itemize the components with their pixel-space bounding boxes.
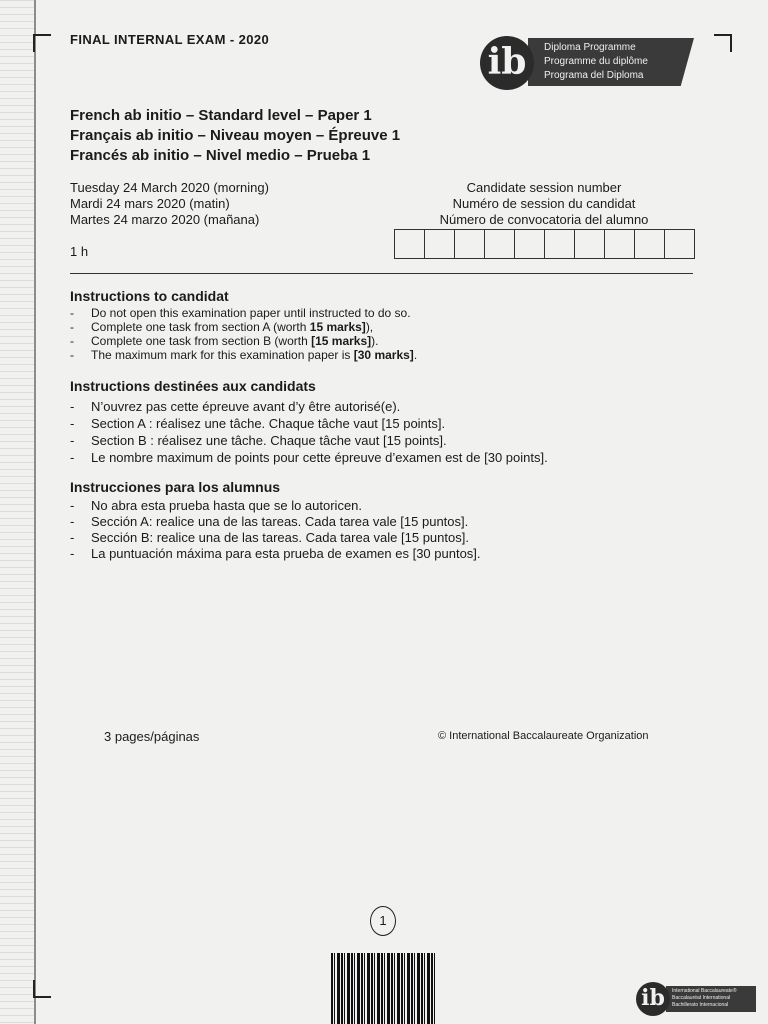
instruction-item: - Section B : réalisez une tâche. Chaque tâche vaut [15 points].: [70, 432, 548, 449]
left-margin-strip: [0, 0, 34, 1024]
instructions-english: [70, 289, 417, 362]
logo-line: Diploma Programme: [544, 42, 636, 53]
instruction-list: [70, 498, 481, 562]
instruction-text: Complete one task from section A (worth: [91, 320, 310, 334]
title-spanish: Francés ab initio – Nivel medio – Prueba 1: [70, 147, 371, 164]
logo-text: [544, 41, 648, 83]
ib-logo-mark: ib: [487, 41, 527, 83]
instruction-item: - Le nombre maximum de points pour cette épreuve d’examen est de [30 points].: [70, 449, 548, 466]
session-digit-box[interactable]: [545, 230, 575, 258]
footer-logo-mark: ib: [641, 985, 665, 1011]
page-count: 3 pages/páginas: [104, 729, 200, 744]
instruction-item: - N’ouvrez pas cette épreuve avant d’y être autorisé(e).: [70, 398, 548, 415]
instruction-text: .: [413, 348, 418, 362]
exam-dates: [70, 180, 269, 228]
title-french: Français ab initio – Niveau moyen – Épreuve 1: [70, 127, 401, 144]
instruction-list: [70, 306, 417, 362]
instruction-text: ).: [371, 334, 379, 348]
session-digit-box[interactable]: [605, 230, 635, 258]
corner-mark-bottom-left: [33, 980, 51, 998]
instruction-list: [70, 398, 548, 466]
session-digit-box[interactable]: [575, 230, 605, 258]
corner-mark-top-right: [714, 34, 732, 52]
instruction-emphasis: 15 marks]: [309, 320, 366, 334]
title-english: French ab initio – Standard level – Paper 1: [70, 107, 372, 124]
instruction-emphasis: [30 marks]: [353, 348, 414, 362]
instructions-spanish: [70, 479, 481, 562]
session-digit-box[interactable]: [485, 230, 515, 258]
instruction-item: - Sección A: realice una de las tareas. Cada tarea vale [15 puntos].: [70, 514, 481, 530]
instructions-heading: Instrucciones para los alumnus: [70, 479, 281, 495]
exam-label: FINAL INTERNAL EXAM - 2020: [70, 32, 270, 47]
instruction-text: ),: [365, 320, 374, 334]
footer-logo-text: [672, 988, 737, 1009]
instruction-item: [70, 334, 417, 348]
instruction-item: [70, 348, 417, 362]
instruction-item: - Sección B: realice una de las tareas. Cada tarea vale [15 puntos].: [70, 530, 481, 546]
session-digit-box[interactable]: [635, 230, 665, 258]
instruction-item: [70, 306, 417, 320]
date-french: Mardi 24 mars 2020 (matin): [70, 196, 230, 211]
logo-line: Programme du diplôme: [544, 56, 648, 67]
session-label-french: Numéro de session du candidat: [452, 196, 636, 211]
ib-diploma-logo: [474, 36, 696, 90]
session-digit-box[interactable]: [395, 230, 425, 258]
instruction-item: - La puntuación máxima para esta prueba de examen es [30 puntos].: [70, 546, 481, 562]
date-english: Tuesday 24 March 2020 (morning): [70, 180, 269, 195]
session-digit-box[interactable]: [665, 230, 694, 258]
corner-mark-top-left: [33, 34, 51, 52]
session-number-labels: [394, 180, 694, 228]
footer-logo-line: Bachillerato Internacional: [672, 1002, 729, 1008]
ib-footer-logo: [636, 982, 756, 1018]
session-digit-box[interactable]: [455, 230, 485, 258]
instruction-text: Complete one task from section B (worth: [91, 334, 312, 348]
instructions-french: [70, 378, 548, 466]
paper-titles: [70, 106, 400, 166]
session-digit-box[interactable]: [425, 230, 455, 258]
logo-line: Programa del Diploma: [544, 70, 644, 81]
left-margin-line: [34, 0, 36, 1024]
instructions-heading: Instructions destinées aux candidats: [70, 378, 316, 394]
session-number-boxes[interactable]: [394, 229, 695, 259]
page-number: 1: [370, 906, 396, 936]
session-label-spanish: Número de convocatoria del alumno: [439, 212, 649, 227]
instructions-heading: Instructions to candidat: [70, 288, 229, 304]
copyright-notice: © International Baccalaureate Organization: [438, 730, 649, 742]
barcode: [331, 953, 437, 1024]
instruction-item: [70, 320, 417, 334]
exam-duration: 1 h: [70, 244, 89, 259]
footer-logo-line: Baccalauréat International: [672, 995, 731, 1001]
instruction-emphasis: [15 marks]: [311, 334, 372, 348]
session-label-english: Candidate session number: [466, 180, 622, 195]
instruction-text: Do not open this examination paper until instructed to do so.: [91, 306, 411, 320]
instruction-item: - No abra esta prueba hasta que se lo autoricen.: [70, 498, 481, 514]
instruction-item: - Section A : réalisez une tâche. Chaque tâche vaut [15 points].: [70, 415, 548, 432]
date-spanish: Martes 24 marzo 2020 (mañana): [70, 212, 260, 227]
session-digit-box[interactable]: [515, 230, 545, 258]
footer-logo-line: International Baccalaureate®: [672, 988, 737, 994]
header-divider: [70, 273, 693, 274]
instruction-text: The maximum mark for this examination paper is: [91, 348, 354, 362]
